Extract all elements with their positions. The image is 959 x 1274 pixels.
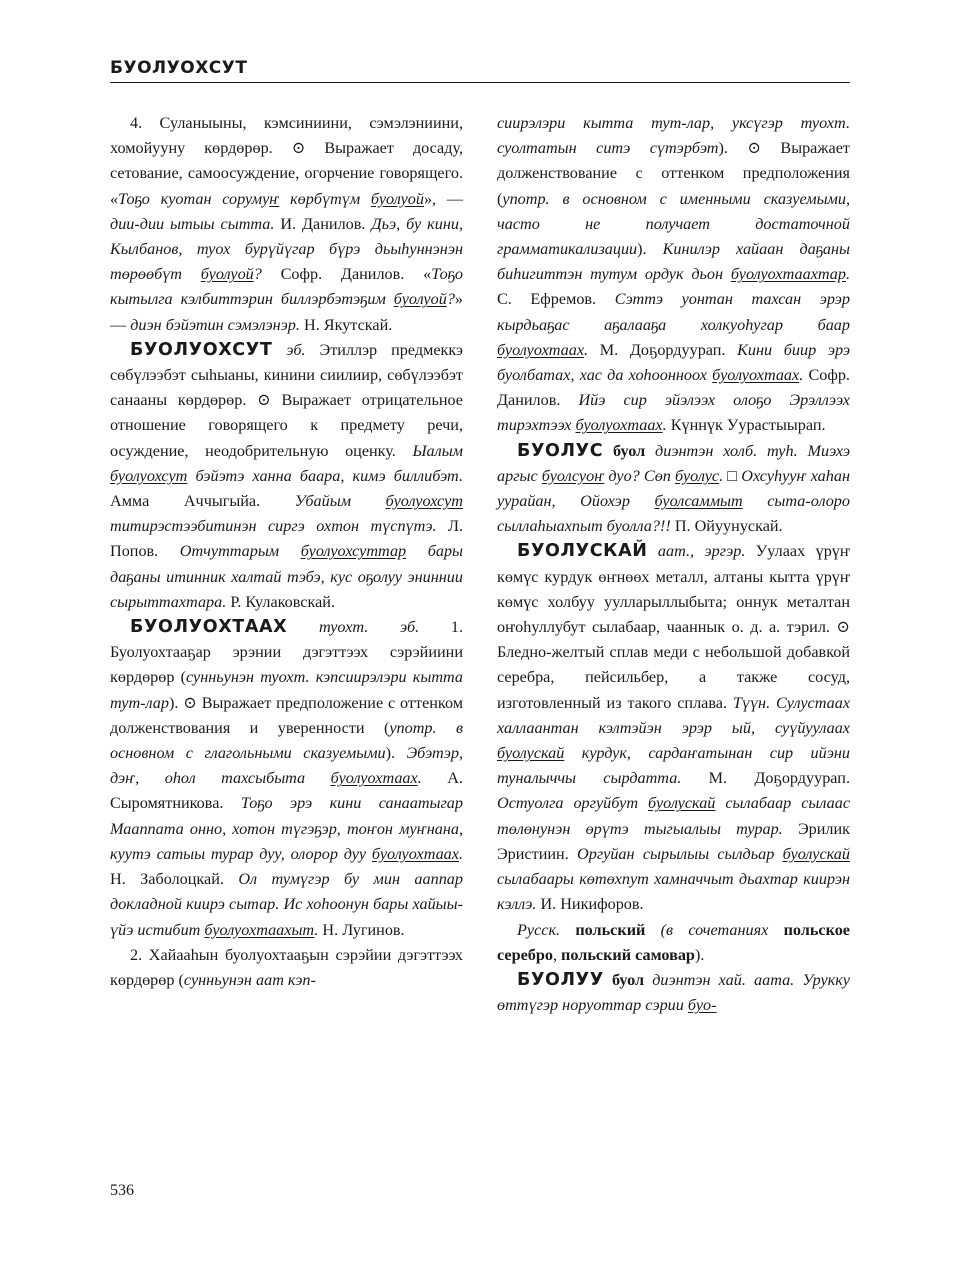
example-text: диэн бэйэтин сэмэлэнэр. <box>130 315 300 334</box>
example-text <box>204 921 314 939</box>
example-text: сыта-олоро сыллаһыахпыт буолла?!! <box>497 492 850 536</box>
example-text: бары даҕаны итинник халтай тэбэ, кус оҕолуу эниннии сырыттахтара. <box>110 542 463 611</box>
example-text <box>497 744 564 762</box>
header-rule <box>110 82 850 83</box>
definition-text: ). ⊙ Выражает предположение с оттенком долженствования и уверенности ( <box>110 693 463 737</box>
example-text: эб. <box>272 340 306 359</box>
definition-text: ). <box>694 945 705 964</box>
underlined-example-word: буолуохтаах <box>371 844 459 863</box>
dictionary-paragraph <box>497 111 850 439</box>
example-text: Кини биир эрэ буолбатах, хас да хоһоонноох <box>497 340 850 385</box>
example-text: көрбүтүм <box>279 189 371 208</box>
underlined-example-word: буолус <box>675 466 720 485</box>
example-text: бэйэтэ ханна баара, кимэ биллибэт. <box>187 466 463 485</box>
example-text: сылабаар сылаас төлөнунэн өрүтэ тыгыалыы турар. <box>497 794 851 838</box>
definition-text: Н. Заболоцкай. <box>110 870 239 889</box>
example-text: ? <box>446 290 455 309</box>
example-text: диэнтэн хай. аата. <box>644 970 795 989</box>
underlined-example-word: буолускай <box>782 844 850 863</box>
definition-text: 4. Суланыыны, кэмсиниини, сэмэлэниини, хомойууну көрдөрөр. ⊙ Выражает досаду, сетование, самоосуждение, огорчение говорящего. « <box>110 114 463 208</box>
example-text: Эбэтэр, дэҥ, оһол тахсыбыта <box>110 744 463 788</box>
dictionary-paragraph <box>110 943 463 993</box>
underlined-example-word: буолуохсут <box>110 466 188 485</box>
definition-text: Л. Попов. <box>110 517 463 561</box>
dictionary-paragraph <box>110 615 463 943</box>
definition-text <box>798 442 808 460</box>
example-text: туохт. эб. <box>287 618 420 637</box>
page-number: 536 <box>110 1182 134 1199</box>
example-text <box>269 190 279 208</box>
example-text: . <box>458 844 463 863</box>
underlined-example-word: буолускай <box>648 794 716 813</box>
example-text <box>731 265 846 283</box>
example-text: Кинилэр хайаан даҕаны биһигиттэн тутум ордук дьон <box>497 240 851 284</box>
definition-text: , <box>552 945 562 964</box>
bold-term: польский самовар <box>561 945 695 964</box>
example-text <box>675 467 719 485</box>
example-text: сунньунэн аат кэп- <box>183 970 316 989</box>
example-text <box>648 794 715 812</box>
underlined-example-word: буолуохтаахыт <box>204 920 315 939</box>
definition-text: Р. Кулаковскай. <box>226 592 336 611</box>
left-column <box>110 111 463 993</box>
example-text <box>654 492 742 510</box>
underlined-example-word: буолуохтаах <box>575 416 663 435</box>
example-text: сиирэлэри кытта тут-лар, уксүгэр туохт. суолтатын ситэ сүтэрбэт <box>497 114 850 158</box>
dictionary-paragraph <box>497 439 850 540</box>
definition-text: Н. Якутскай. <box>299 315 393 334</box>
right-column <box>497 111 850 1018</box>
headword: БУОЛУУ <box>517 969 604 990</box>
dictionary-paragraph <box>110 338 463 615</box>
example-text: Тоҕо эрэ кини санаатыгар Мааппата онно, хотон түгэҕэр, тоҥон муҥнана, куутэ сатыы турар дуу, олорор дуу <box>110 794 463 863</box>
definition-text: Уулаах үрүҥ көмүс курдук өҥнөөх металл, алтаны кытта үрүҥ көмүс холбуу уулларыллыбыта; оннук металтан оҥоһуллубут сылабаар, чааннык о. д. а. тэрил. ⊙ Бледно-желтый сплав меди с небольшой добавкой серебра, пейсильбер, а также сосуд, изготовленный из такого сплава. <box>497 542 850 712</box>
example-text: дуо? Сөп <box>604 466 676 485</box>
underlined-example-word: буолуохтаах <box>330 769 418 788</box>
example-text: Урукку өттүгэр норуоттар сэрии <box>497 970 850 1015</box>
definition-text: Эрилик Эристиин. <box>497 819 850 863</box>
underlined-example-word: буолуой <box>370 189 424 208</box>
bold-term: польский <box>560 920 646 939</box>
definition-text: Софр. Данилов. <box>497 366 850 410</box>
definition-text: □ <box>723 466 742 485</box>
example-text: употр. в основном с именными сказуемыми, часто не получает достаточной грамматикализации <box>497 189 850 259</box>
running-header: БУОЛУОХСУТ <box>110 58 248 78</box>
underlined-example-word: буолуой <box>200 265 254 284</box>
headword: БУОЛУС <box>517 440 604 461</box>
definition-text: Н. Лугинов. <box>318 920 405 939</box>
definition-text: Софр. Данилов. « <box>261 265 432 284</box>
underlined-example-word: ҥ <box>269 189 280 208</box>
underlined-example-word: буолуой <box>393 290 447 309</box>
example-text: ? <box>253 265 262 284</box>
example-text: Ыалым <box>412 441 463 460</box>
definition-text: », — <box>423 189 464 208</box>
definition-text: ). <box>637 240 663 259</box>
example-text: . <box>584 340 589 359</box>
example-text <box>201 265 254 283</box>
underlined-example-word: буолускай <box>497 744 565 763</box>
headword: БУОЛУОХСУТ <box>130 339 273 360</box>
example-text: аат., эргэр. <box>647 542 746 561</box>
example-text: . <box>417 769 422 788</box>
example-text: Отчуттарым <box>179 542 301 561</box>
example-text <box>301 542 406 560</box>
example-text: . <box>314 920 319 939</box>
dictionary-paragraph <box>497 918 850 968</box>
example-text: Ол тумүгэр бу мин ааппар докладной киирэ сытар. Ис хоһоонун бары хайыы-үйэ истибит <box>110 870 463 939</box>
example-text <box>712 366 799 384</box>
example-text: Ийэ сир эйэлээх олоҕо Эрэллээх тирэхтээх <box>497 391 850 435</box>
dictionary-paragraph <box>497 539 850 917</box>
example-text <box>497 341 584 359</box>
underlined-example-word: буолсуоҥ <box>541 466 605 485</box>
definition-text: ). <box>385 744 407 763</box>
underlined-example-word: буолуохсуттар <box>300 542 407 561</box>
underlined-example-word: буолсаммыт <box>654 492 743 511</box>
bold-term: буол <box>603 970 645 989</box>
bold-term: польское серебро <box>497 920 850 964</box>
example-text: Охсуһууҥ хаһан уурайан, Ойохэр <box>497 466 850 511</box>
example-text: . <box>799 366 804 385</box>
example-text: Дьэ, бу кини, Кылбанов, туох бурүйүгар бүрэ дьыһуннэнэн төрөөбүт <box>110 214 463 284</box>
example-text: (в сочетаниях <box>645 920 784 939</box>
example-text: Түүн. Сулустаах халлаантан кэлтэйэн эрэр ый, суүйуулаах <box>497 693 851 737</box>
definition-text: И. Данилов. <box>274 214 372 233</box>
definition-text: А. Сыромятникова. <box>110 769 463 813</box>
bold-term: буол <box>603 441 646 460</box>
definition-text: » — <box>110 290 463 334</box>
example-text: Тоҕо кытылга кэлбиттэрин биллэрбэтэҕим <box>110 265 463 309</box>
underlined-example-word: буо- <box>687 996 717 1015</box>
example-text: . <box>662 416 667 435</box>
example-text <box>576 416 663 434</box>
underlined-example-word: буолуохтаахтар <box>730 265 846 284</box>
definition-text: ). ⊙ Выражает долженствование с оттенком предположения ( <box>497 139 850 208</box>
example-text: сылабаары көтөхпут хамначчыт дьахтар киирэн кэллэ. <box>497 870 850 914</box>
example-text: употр. в основном с глагольными сказуемыми <box>110 718 463 763</box>
dictionary-paragraph <box>497 968 850 1018</box>
example-text: . <box>719 466 724 485</box>
example-text: . <box>845 265 850 284</box>
underlined-example-word: буолуохсут <box>385 492 463 511</box>
example-text: Миэхэ аргыс <box>497 441 850 485</box>
example-text: сунньунэн туохт. кэпсиирэлэри кытта тут-лар <box>110 668 463 712</box>
example-text <box>783 845 850 863</box>
definition-text: С. Ефремов. <box>497 290 615 309</box>
definition-text: 1. Буолуохтааҕар эрэнии дэгэттээх сэрэйиини көрдөрөр ( <box>110 618 463 687</box>
example-text <box>372 845 459 863</box>
example-text: титирэстээбитинэн сиргэ охтон түспүтэ. <box>110 517 437 536</box>
definition-text: 2. Хайааһын буолуохтааҕын сэрэйии дэгэттээх көрдөрөр ( <box>110 945 463 989</box>
definition-text: Амма Аччыгыйа. <box>110 492 295 511</box>
definition-text: М. Доҕордуурап. <box>681 769 850 788</box>
example-text: Русск. <box>517 920 561 939</box>
example-text <box>688 996 717 1014</box>
underlined-example-word: буолуохтаах <box>497 340 585 359</box>
example-text <box>331 769 418 787</box>
example-text: курдук, сардаҥатынан сир ийэни туналыччы сырдатта. <box>497 744 850 788</box>
headword: БУОЛУСКАЙ <box>517 541 648 562</box>
example-text: Убайым <box>294 492 386 511</box>
example-text <box>386 492 463 510</box>
headword: БУОЛУОХТААХ <box>130 617 288 638</box>
example-text: Остуолга оргуйбут <box>497 794 649 813</box>
definition-text: И. Никифоров. <box>536 895 644 914</box>
definition-text: М. Доҕордуурап. <box>588 340 738 359</box>
example-text <box>394 290 447 308</box>
definition-text: Күннүк Уурастыырап. <box>666 416 826 435</box>
dictionary-paragraph <box>110 111 463 338</box>
definition-text: Этиллэр предмеккэ сөбүлээбэт сыһыаны, кинини сиилиир, сөбүлээбэт санааны көрдөрөр. ⊙ Выражает отрицательное отношение говорящего к предмету речи, осуждение, неодобрительную оценку. <box>110 340 463 460</box>
example-text <box>110 467 187 485</box>
example-text: Оргуйан сырылыы сылдьар <box>577 844 783 863</box>
example-text: Сэттэ уонтан тахсан эрэр кырдьаҕас аҕалааҕа холкуоһугар баар <box>497 290 850 334</box>
example-text: дии-дии ытыы сытта. <box>110 214 275 233</box>
example-text: диэнтэн холб. туһ. <box>645 441 798 460</box>
definition-text: П. Ойуунускай. <box>670 517 783 536</box>
example-text: Тоҕо куотан соруму <box>118 189 270 208</box>
example-text <box>371 190 424 208</box>
underlined-example-word: буолуохтаах <box>712 366 800 385</box>
example-text <box>542 467 604 485</box>
